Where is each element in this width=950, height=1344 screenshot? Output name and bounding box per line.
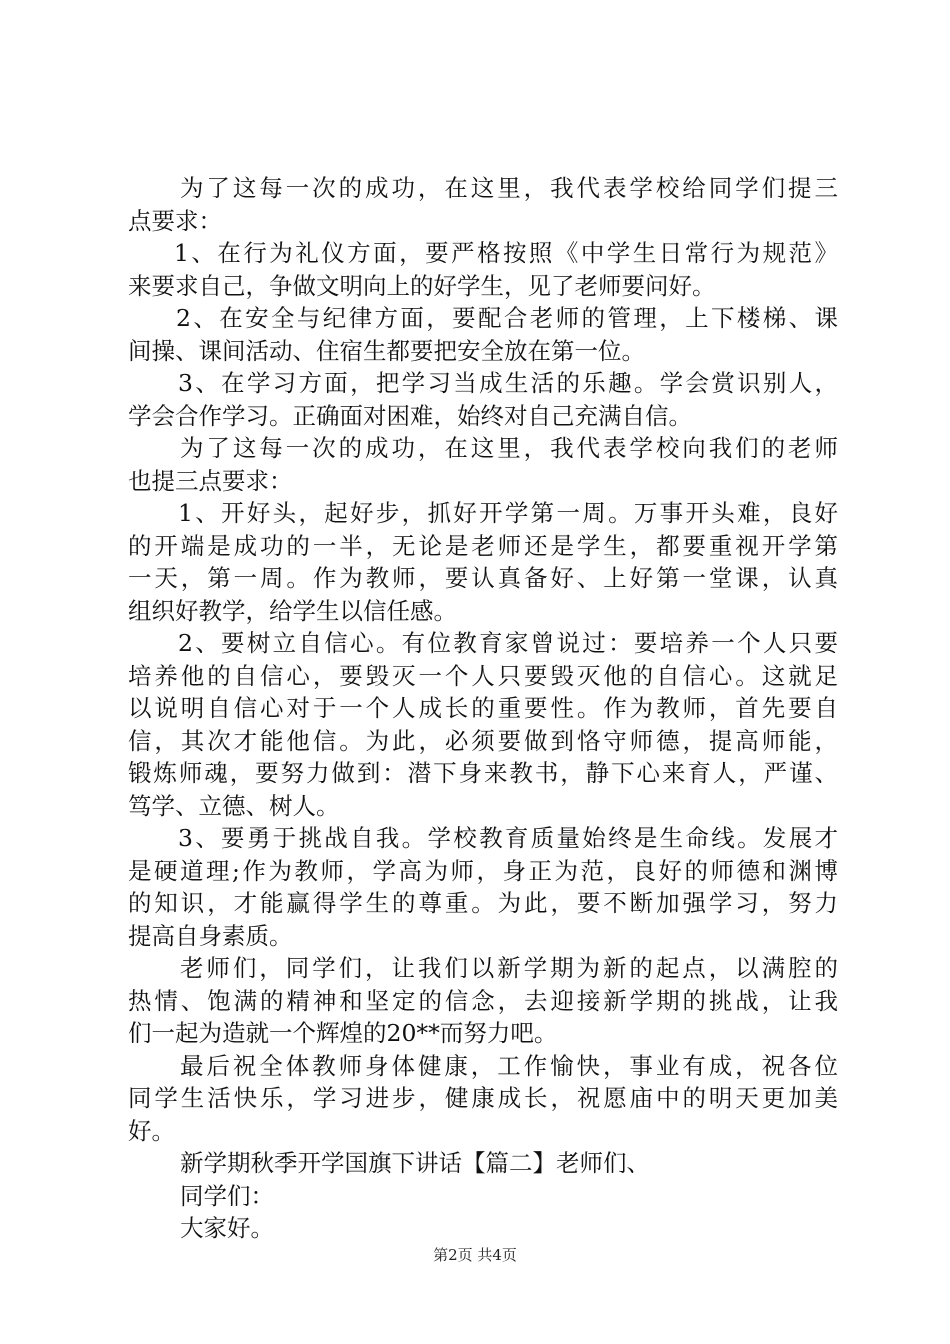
text-line: 一天，第一周。作为教师，要认真备好、上好第一堂课，认真 bbox=[128, 564, 838, 592]
text-line: 2、在安全与纪律方面，要配合老师的管理，上下楼梯、课 bbox=[176, 304, 838, 332]
text-line: 1、开好头，起好步，抓好开学第一周。万事开头难，良好 bbox=[178, 499, 838, 527]
text-line: 2、要树立自信心。有位教育家曾说过：要培养一个人只要 bbox=[178, 629, 838, 657]
text-line: 来要求自己，争做文明向上的好学生，见了老师要问好。 bbox=[128, 271, 716, 300]
text-line: 是硬道理;作为教师，学高为师，身正为范，良好的师德和渊博 bbox=[128, 856, 838, 885]
text-line: 的知识，才能赢得学生的尊重。为此，要不断加强学习，努力 bbox=[128, 889, 838, 917]
text-line: 3、在学习方面，把学习当成生活的乐趣。学会赏识别人， bbox=[178, 369, 838, 397]
page-footer: 第2页 共4页 bbox=[433, 1246, 517, 1264]
body-text bbox=[128, 172, 838, 1245]
text-line: 好。 bbox=[128, 1116, 175, 1145]
text-line: 间操、课间活动、住宿生都要把安全放在第一位。 bbox=[128, 336, 645, 365]
text-line: 点要求： bbox=[128, 206, 222, 235]
text-line: 们一起为造就一个辉煌的20**而努力吧。 bbox=[128, 1019, 558, 1047]
text-line: 信，其次才能他信。为此，必须要做到恪守师德，提高师能， bbox=[128, 726, 838, 755]
text-line: 最后祝全体教师身体健康，工作愉快，事业有成，祝各位 bbox=[180, 1051, 838, 1080]
text-line: 也提三点要求： bbox=[128, 466, 293, 495]
text-line: 为了这每一次的成功，在这里，我代表学校给同学们提三 bbox=[180, 174, 838, 202]
text-line: 培养他的自信心，要毁灭一个人只要毁灭他的自信心。这就足 bbox=[128, 661, 838, 690]
text-line: 组织好教学，给学生以信任感。 bbox=[128, 596, 457, 625]
text-line: 以说明自信心对于一个人成长的重要性。作为教师，首先要自 bbox=[128, 694, 838, 722]
text-line: 锻炼师魂，要努力做到：潜下身来教书，静下心来育人，严谨、 bbox=[128, 759, 838, 787]
text-line: 为了这每一次的成功，在这里，我代表学校向我们的老师 bbox=[180, 434, 838, 462]
text-line: 提高自身素质。 bbox=[128, 921, 293, 950]
text-line: 的开端是成功的一半，无论是老师还是学生，都要重视开学第 bbox=[128, 531, 838, 560]
text-line: 同学生活快乐，学习进步，健康成长，祝愿庙中的明天更加美 bbox=[128, 1084, 838, 1112]
text-line: 老师们，同学们，让我们以新学期为新的起点，以满腔的 bbox=[180, 954, 838, 982]
text-line: 大家好。 bbox=[180, 1214, 274, 1242]
text-line: 学会合作学习。正确面对困难，始终对自己充满自信。 bbox=[128, 401, 692, 430]
text-line: 笃学、立德、树人。 bbox=[128, 791, 340, 820]
text-line: 热情、饱满的精神和坚定的信念，去迎接新学期的挑战，让我 bbox=[128, 986, 838, 1015]
text-line: 同学们： bbox=[180, 1181, 274, 1210]
text-line: 新学期秋季开学国旗下讲话【篇二】老师们、 bbox=[180, 1149, 650, 1177]
text-line: 3、要勇于挑战自我。学校教育质量始终是生命线。发展才 bbox=[178, 824, 838, 852]
text-line: 1、在行为礼仪方面，要严格按照《中学生日常行为规范》 bbox=[174, 239, 838, 267]
